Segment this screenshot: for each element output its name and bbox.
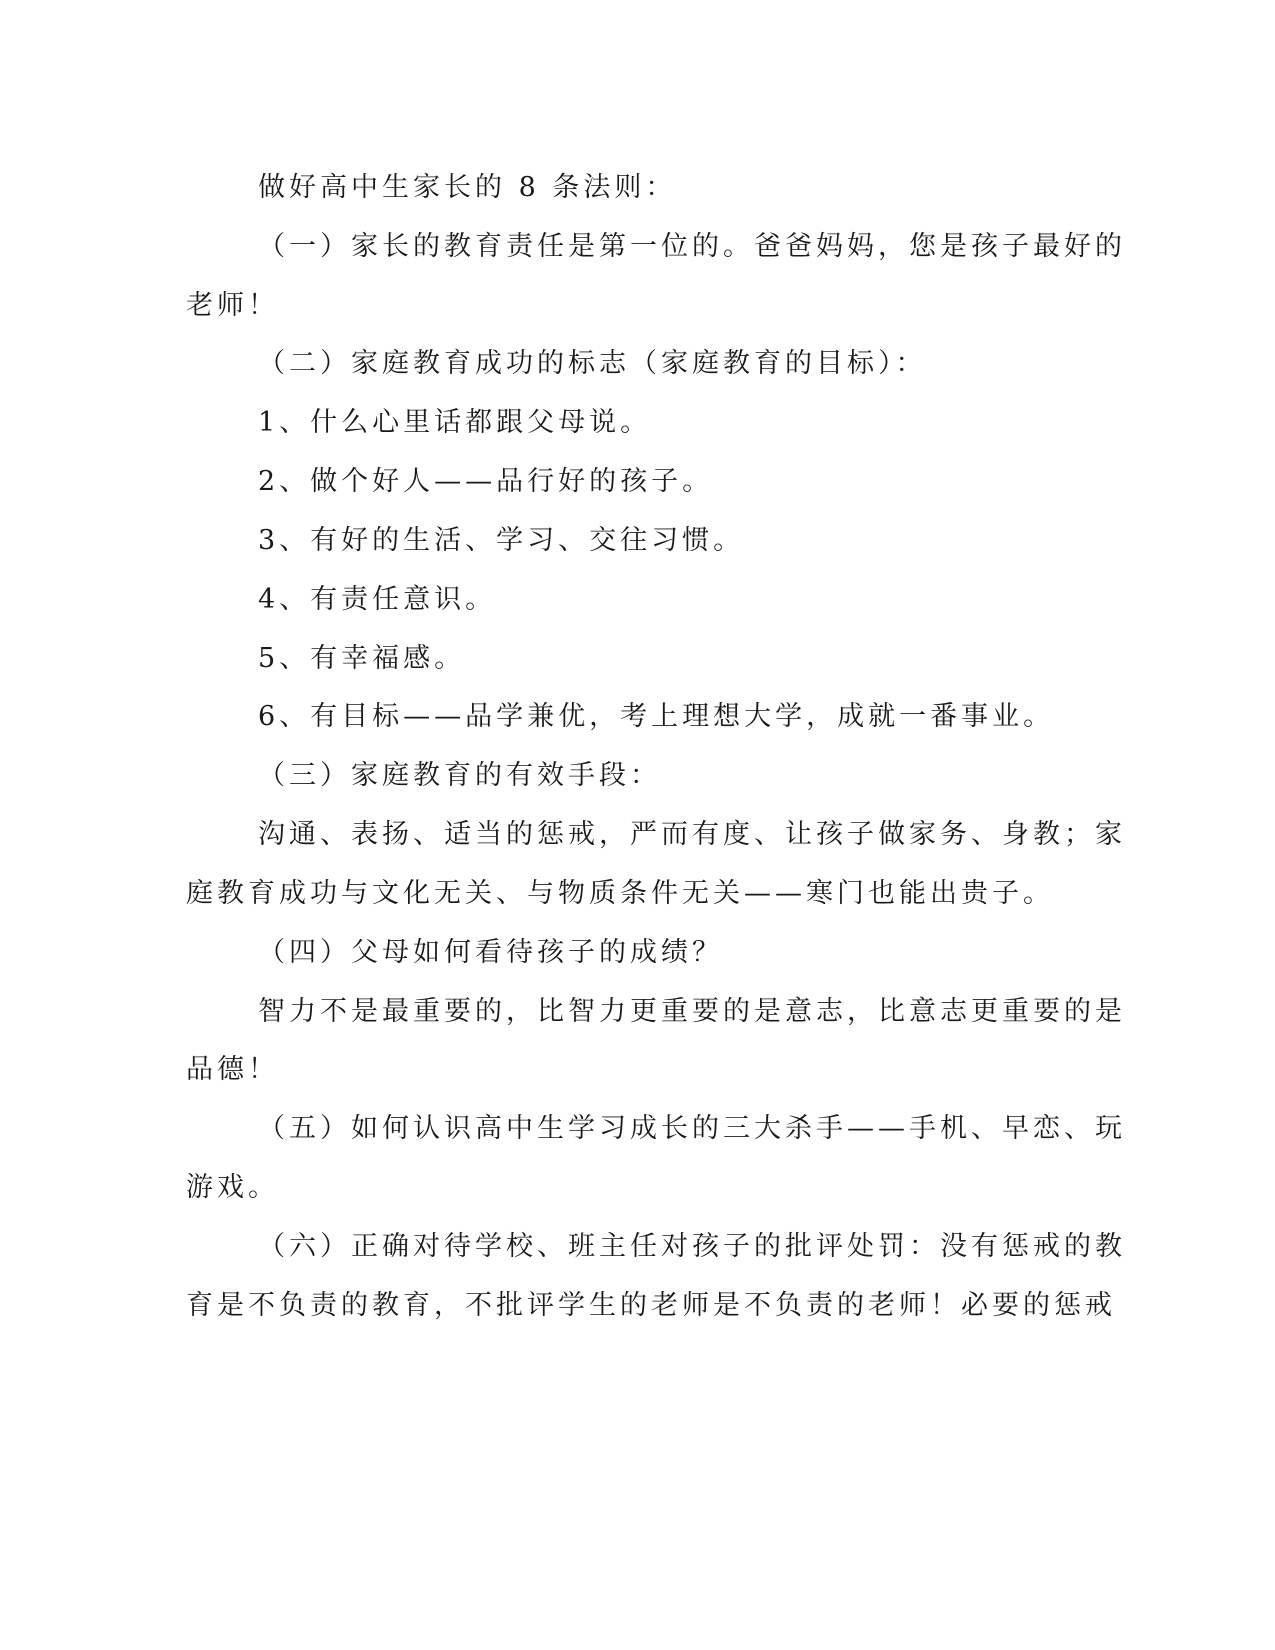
list-item-6: 6、有目标——品学兼优，考上理想大学，成就一番事业。 (258, 701, 1055, 732)
heading-rules: 做好高中生家长的 8 条法则： (258, 172, 677, 203)
list-item-3: 3、有好的生活、学习、交往习惯。 (258, 525, 745, 556)
list-item-1: 1、什么心里话都跟父母说。 (258, 407, 652, 438)
paragraph-2-heading: （二）家庭教育成功的标志（家庭教育的目标）： (258, 348, 927, 379)
paragraph-6-line-1: （六）正确对待学校、班主任对孩子的批评处罚：没有惩戒的教 (258, 1231, 1126, 1262)
paragraph-4-line-2: 品德！ (186, 1054, 279, 1085)
paragraph-3-heading: （三）家庭教育的有效手段： (258, 760, 661, 791)
list-item-2: 2、做个好人——品行好的孩子。 (258, 466, 714, 497)
paragraph-3-line-2: 庭教育成功与文化无关、与物质条件无关——寒门也能出贵子。 (186, 878, 1054, 909)
paragraph-6-line-2: 育是不负责的教育，不批评学生的老师是不负责的老师！必要的惩戒 (186, 1290, 1116, 1321)
paragraph-5-line-1: （五）如何认识高中生学习成长的三大杀手——手机、早恋、玩 (258, 1113, 1126, 1144)
list-item-5: 5、有幸福感。 (258, 643, 466, 674)
paragraph-1-line-2: 老师！ (186, 290, 279, 321)
list-item-4: 4、有责任意识。 (258, 584, 497, 615)
paragraph-3-line-1: 沟通、表扬、适当的惩戒，严而有度、让孩子做家务、身教；家 (258, 819, 1126, 850)
paragraph-4-heading: （四）父母如何看待孩子的成绩？ (258, 937, 723, 968)
paragraph-4-line-1: 智力不是最重要的，比智力更重要的是意志，比意志更重要的是 (258, 996, 1126, 1027)
paragraph-1-line-1: （一）家长的教育责任是第一位的。爸爸妈妈，您是孩子最好的 (258, 231, 1126, 262)
paragraph-5-line-2: 游戏。 (186, 1172, 279, 1203)
